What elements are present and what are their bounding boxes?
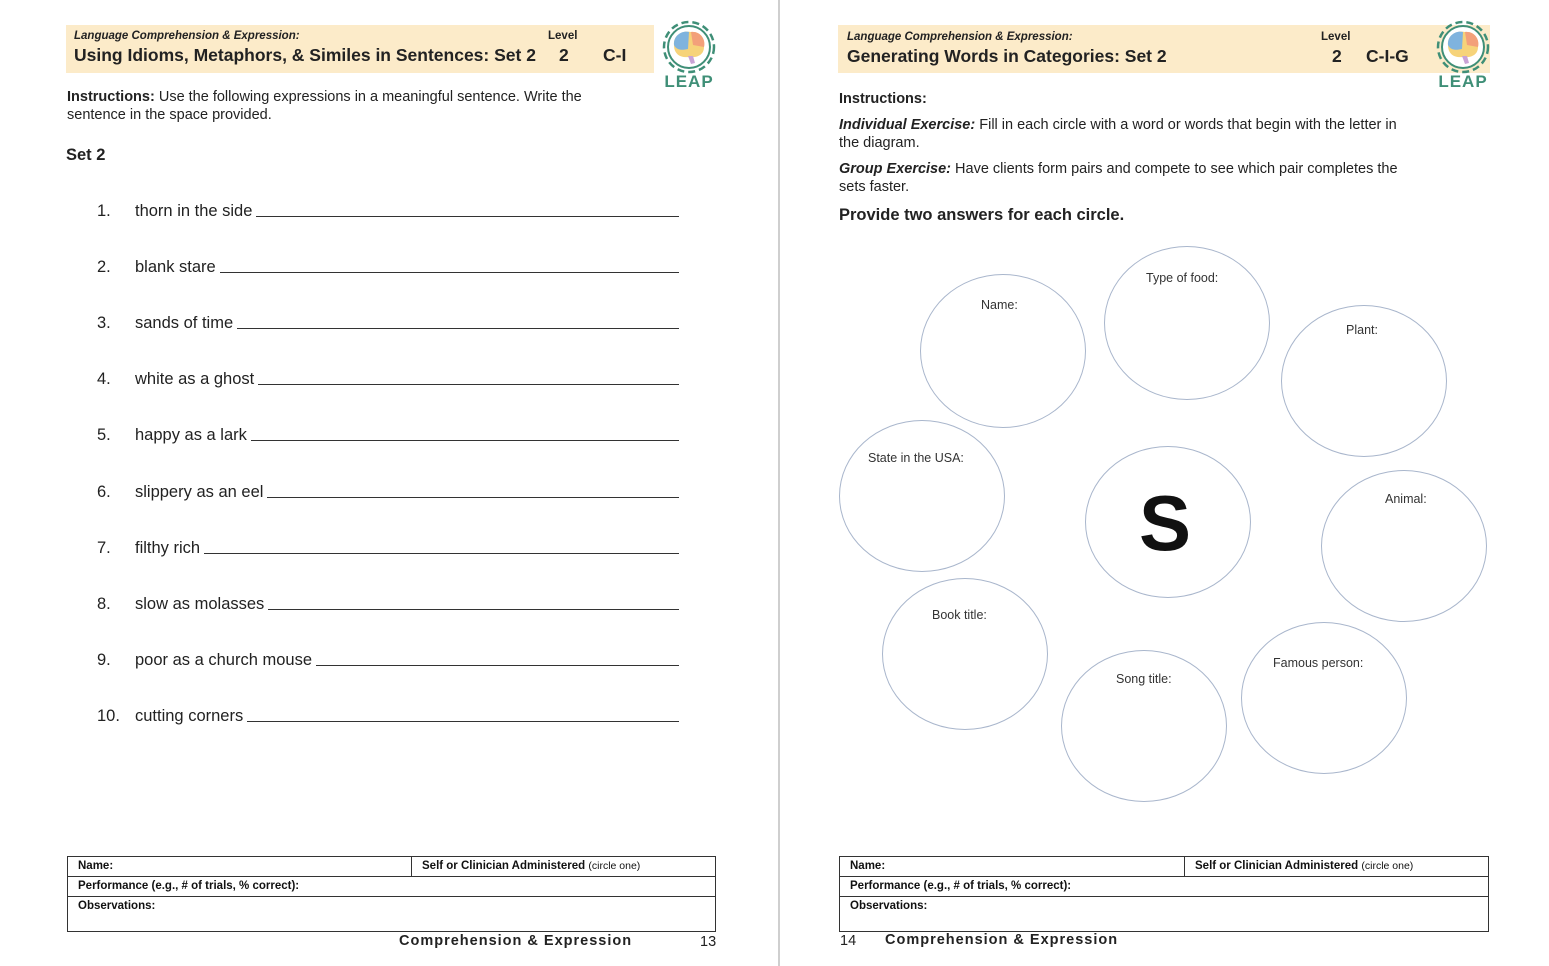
level-label: Level [1321, 31, 1351, 43]
item-number: 5. [97, 426, 111, 444]
header-subtitle: Language Comprehension & Expression: [847, 31, 1073, 43]
name-field[interactable] [68, 857, 411, 876]
item-text: slow as molasses [135, 595, 265, 613]
individual-exercise-label: Individual Exercise: [839, 117, 976, 133]
answer-line[interactable] [220, 272, 679, 273]
answer-line[interactable] [258, 384, 679, 385]
item-text: thorn in the side [135, 202, 253, 220]
item-number: 3. [97, 314, 111, 332]
list-item [97, 367, 679, 389]
instructions-label: Instructions: [839, 91, 927, 107]
record-row-name [840, 857, 1488, 877]
level-code: C-I-G [1366, 46, 1409, 66]
item-text: blank stare [135, 258, 216, 276]
prompt-heading: Provide two answers for each circle. [839, 206, 1125, 224]
administered-field[interactable] [1184, 857, 1488, 876]
individual-exercise-text: Fill in each circle with a word or words that begin with the letter in the diagram. [839, 117, 1397, 151]
answer-line[interactable] [247, 721, 679, 722]
level-label: Level [548, 30, 578, 42]
individual-exercise [839, 116, 1414, 152]
observations-label: Observations: [850, 900, 928, 912]
header-subtitle: Language Comprehension & Expression: [74, 30, 300, 42]
record-row-performance[interactable] [840, 877, 1488, 897]
instructions-text: Use the following expressions in a meaningful sentence. Write the sentence in the space provided. [67, 89, 582, 123]
item-number: 7. [97, 539, 111, 557]
list-item [97, 704, 679, 726]
answer-line[interactable] [237, 328, 679, 329]
circle-famous-person[interactable] [1241, 622, 1407, 774]
record-row-observations[interactable] [68, 897, 715, 931]
answer-line[interactable] [251, 440, 679, 441]
circle-book[interactable] [882, 578, 1048, 730]
item-text: poor as a church mouse [135, 651, 313, 669]
page-number: 14 [840, 933, 857, 949]
circle-label-state: State in the USA: [868, 451, 964, 465]
circle-label-song: Song title: [1116, 672, 1172, 686]
right-page [780, 0, 1549, 966]
item-text: happy as a lark [135, 426, 247, 444]
answer-line[interactable] [267, 497, 679, 498]
level-code: C-I [603, 45, 627, 65]
circle-state[interactable] [839, 420, 1005, 572]
list-item [97, 592, 679, 614]
list-item [97, 311, 679, 333]
circle-label-food: Type of food: [1146, 271, 1219, 285]
item-text: slippery as an eel [135, 483, 264, 501]
leap-logo-text: LEAP [664, 72, 714, 91]
item-text: filthy rich [135, 539, 201, 557]
circle-food[interactable] [1104, 246, 1270, 400]
item-number: 6. [97, 483, 111, 501]
center-letter: S [1139, 479, 1192, 567]
level-value: 2 [559, 45, 569, 65]
list-item [97, 648, 679, 670]
administered-field[interactable] [411, 857, 715, 876]
administered-note: (circle one) [1361, 860, 1414, 872]
list-item [97, 199, 679, 221]
answer-line[interactable] [316, 665, 679, 666]
record-table [67, 856, 716, 932]
record-row-name [68, 857, 715, 877]
page-title: Generating Words in Categories: Set 2 [847, 46, 1167, 66]
circle-label-book: Book title: [932, 608, 987, 622]
item-text: cutting corners [135, 707, 244, 725]
page-footer: Comprehension & Expression [885, 932, 1119, 948]
item-text: sands of time [135, 314, 234, 332]
level-value: 2 [1332, 46, 1342, 66]
leap-logo [656, 18, 722, 94]
answer-line[interactable] [268, 609, 679, 610]
item-number: 8. [97, 595, 111, 613]
administered-note: (circle one) [588, 860, 641, 872]
answer-line[interactable] [256, 216, 679, 217]
circle-label-animal: Animal: [1385, 492, 1427, 506]
record-row-performance[interactable] [68, 877, 715, 897]
instructions [67, 88, 627, 124]
name-label: Name: [850, 860, 886, 872]
record-table [839, 856, 1489, 932]
item-text: white as a ghost [135, 370, 255, 388]
item-number: 4. [97, 370, 111, 388]
page-title: Using Idioms, Metaphors, & Similes in Sentences: Set 2 [74, 45, 536, 65]
list-item [97, 480, 679, 502]
record-row-observations[interactable] [840, 897, 1488, 931]
list-item [97, 423, 679, 445]
item-number: 2. [97, 258, 111, 276]
list-item [97, 536, 679, 558]
administered-label: Self or Clinician Administered [422, 860, 586, 872]
set-heading: Set 2 [66, 146, 106, 164]
item-number: 9. [97, 651, 111, 669]
page-number: 13 [700, 934, 717, 950]
answer-line[interactable] [204, 553, 679, 554]
item-number: 10. [97, 707, 120, 725]
circle-label-plant: Plant: [1346, 323, 1378, 337]
page-footer: Comprehension & Expression [399, 933, 633, 949]
observations-label: Observations: [78, 900, 156, 912]
performance-label: Performance (e.g., # of trials, % correct): [850, 880, 1072, 892]
name-field[interactable] [840, 857, 1184, 876]
administered-label: Self or Clinician Administered [1195, 860, 1359, 872]
circle-label-name: Name: [981, 298, 1018, 312]
group-exercise-text: Have clients form pairs and compete to see which pair completes the sets faster. [839, 161, 1398, 195]
group-exercise-label: Group Exercise: [839, 161, 952, 177]
performance-label: Performance (e.g., # of trials, % correct): [78, 880, 300, 892]
circle-label-famous-person: Famous person: [1273, 656, 1364, 670]
leap-logo-text: LEAP [1438, 72, 1488, 91]
instructions-label: Instructions: [67, 89, 155, 105]
group-exercise [839, 160, 1414, 196]
brain-gear-icon [656, 18, 722, 74]
list-item [97, 255, 679, 277]
leap-logo [1430, 18, 1496, 94]
item-number: 1. [97, 202, 111, 220]
brain-gear-icon [1430, 18, 1496, 74]
name-label: Name: [78, 860, 114, 872]
